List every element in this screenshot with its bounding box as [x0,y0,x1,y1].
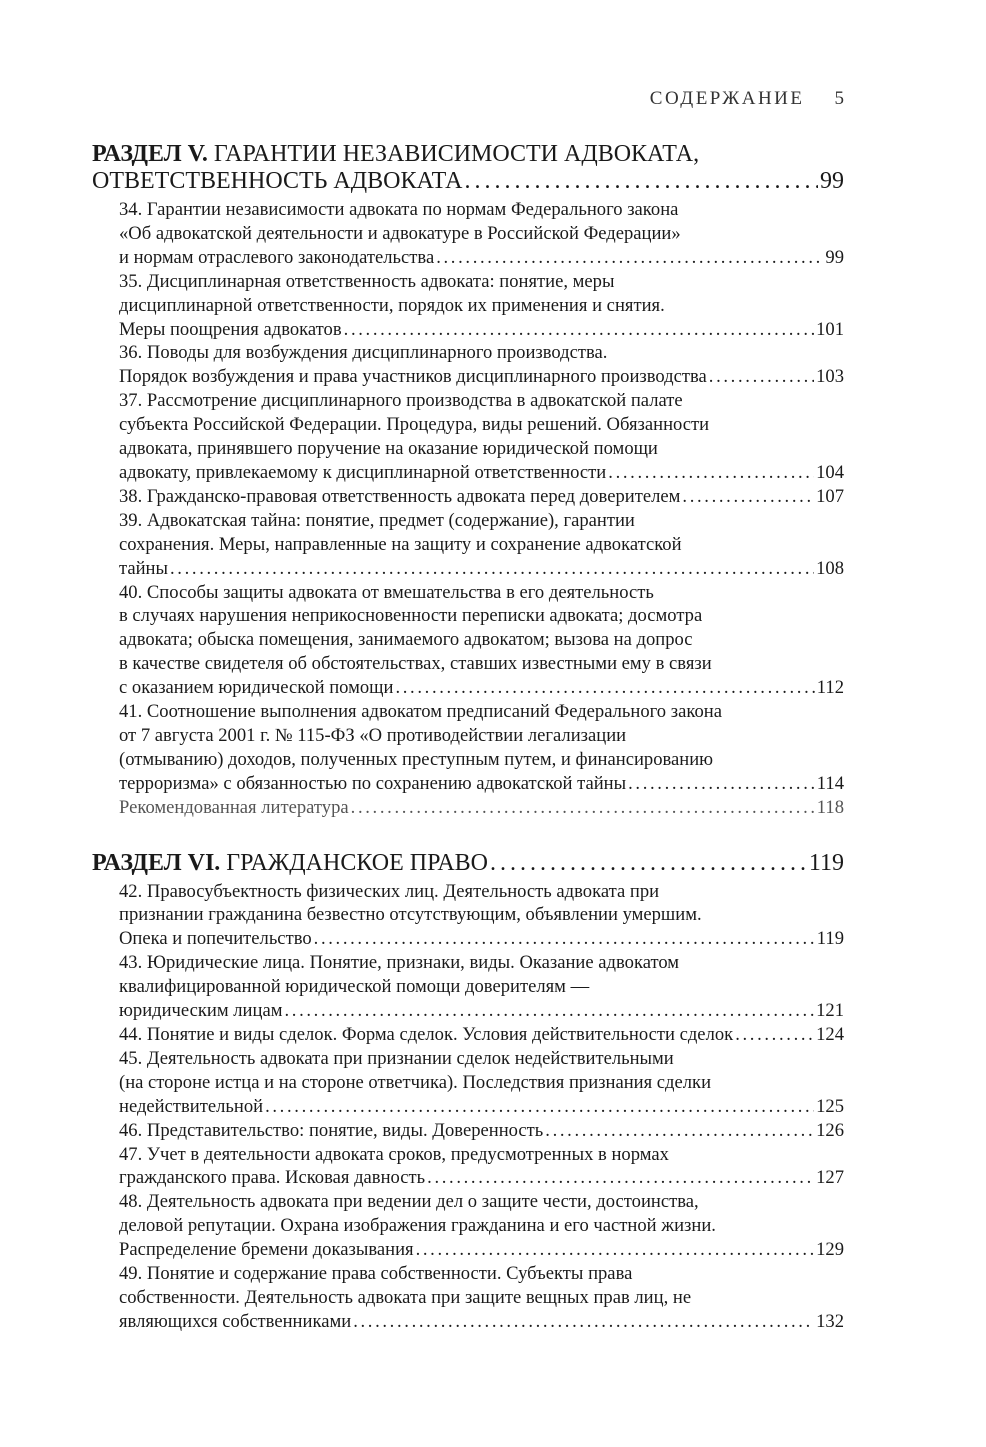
toc-entry[interactable] [92,880,844,952]
toc-entry[interactable] [92,389,844,485]
dot-leader [735,1023,814,1047]
toc-entry[interactable] [92,951,844,1023]
entry-page-number: 124 [816,1024,844,1045]
entry-line: адвокату, привлекаемому к дисциплинарной ответственности [119,461,607,483]
entry-line: от 7 августа 2001 г. № 115-ФЗ «О противодействии легализации [119,724,627,746]
entry-line: «Об адвокатской деятельности и адвокатуре в Российской Федерации» [119,222,681,244]
entry-line: деловой репутации. Охрана изображения гражданина и его частной жизни. [119,1215,716,1237]
entry-line: тайны [119,557,168,579]
entry-line: 42. Правосубъектность физических лиц. Деятельность адвоката при [119,880,660,902]
dot-leader [464,168,818,195]
entry-line: 43. Юридические лица. Понятие, признаки, виды. Оказание адвокатом [119,952,680,974]
entry-line: 39. Адвокатская тайна: понятие, предмет (содержание), гарантии [119,509,635,531]
entry-line: 34. Гарантии независимости адвоката по нормам Федерального закона [119,199,679,220]
entry-line: признании гражданина безвестно отсутствующим, объявлении умершим. [119,904,702,926]
dot-leader [416,1238,815,1262]
dot-leader [436,246,823,270]
toc-entry[interactable] [92,1119,844,1143]
dot-leader [284,999,814,1023]
entry-line: Опека и попечительство [119,928,312,950]
running-title: СОДЕРЖАНИЕ [649,88,805,109]
entry-page-number: 112 [816,677,844,699]
entry-page-number: 104 [816,461,844,483]
section-page-number: 119 [808,849,844,876]
entry-line: юридическим лицам [119,1000,283,1022]
table-of-contents [92,141,844,1364]
toc-entry[interactable] [92,1143,844,1191]
entry-page-number: 103 [816,366,844,388]
entry-line: в качестве свидетеля об обстоятельствах, ставших известными ему в связи [119,653,712,675]
entry-line: 45. Деятельность адвоката при признании сделок недействительными [119,1047,674,1069]
entry-line: сохранения. Меры, направленные на защиту и сохранение адвокатской [119,533,682,555]
dot-leader [628,772,815,796]
section-title-text: ОТВЕТСТВЕННОСТЬ АДВОКАТА [92,168,463,194]
dot-leader [490,850,807,877]
toc-entry[interactable] [92,1262,844,1334]
entry-line: и нормам отраслевого законодательства [119,246,435,268]
entry-page-number: 107 [816,485,844,507]
entry-page-number: 108 [816,557,844,579]
entry-line: дисциплинарной ответственности, порядок их применения и снятия. [119,294,665,316]
dot-leader [395,676,814,700]
section-page-number: 99 [820,168,844,194]
dot-leader [545,1119,814,1143]
entry-line: 35. Дисциплинарная ответственность адвоката: понятие, меры [119,270,615,292]
entry-line: недействительной [119,1095,264,1117]
section-title-text: ГАРАНТИИ НЕЗАВИСИМОСТИ АДВОКАТА, [207,141,700,167]
entry-line: терроризма» с обязанностью по сохранению адвокатской тайны [119,772,627,794]
entry-line: 48. Деятельность адвоката при ведении дел о защите чести, достоинства, [119,1191,699,1213]
toc-entry[interactable] [92,198,844,270]
entry-line: 41. Соотношение выполнения адвокатом предписаний Федерального закона [119,701,722,723]
dot-leader [709,365,814,389]
toc-entry[interactable] [92,581,844,701]
entry-line: 36. Поводы для возбуждения дисциплинарного производства. [119,342,608,364]
entry-page-number: 101 [816,318,844,340]
section-number: РАЗДЕЛ VI. [92,849,221,876]
toc-entry[interactable] [92,509,844,581]
entry-page-number: 126 [816,1119,844,1141]
dot-leader [427,1166,814,1190]
toc-entry[interactable] [92,1190,844,1262]
section-title [92,850,844,877]
section-number: РАЗДЕЛ V. [92,141,208,167]
entry-line: 37. Рассмотрение дисциплинарного производства в адвокатской палате [119,390,683,412]
entry-line: адвоката, принявшего поручение на оказание юридической помощи [119,438,658,460]
dot-leader [265,1095,814,1119]
entry-line: являющихся собственниками [119,1310,352,1332]
entry-line: субъекта Российской Федерации. Процедура, виды решений. Обязанности [119,414,710,436]
entry-line: Распределение бремени доказывания [119,1239,414,1261]
toc-entry[interactable] [92,1023,844,1047]
entry-line: 38. Гражданско-правовая ответственность адвоката перед доверителем [119,485,681,507]
dot-leader [353,1310,814,1334]
entry-page-number: 118 [816,796,844,818]
toc-entry[interactable] [92,1047,844,1119]
dot-leader [344,318,814,342]
entry-line: в случаях нарушения неприкосновенности переписки адвоката; досмотра [119,605,703,627]
entry-page-number: 119 [816,928,844,950]
dot-leader [608,461,814,485]
entry-page-number: 121 [816,1000,844,1022]
section-title-text: ГРАЖДАНСКОЕ ПРАВО [226,849,489,876]
entry-line: с оказанием юридической помощи [119,677,394,699]
entry-page-number: 99 [825,246,844,268]
entry-page-number: 125 [816,1095,844,1117]
entry-line: 40. Способы защиты адвоката от вмешательства в его деятельность [119,581,654,603]
dot-leader [682,485,814,509]
dot-leader [314,927,815,951]
section-title [92,141,844,195]
running-header [650,88,844,110]
entry-line: 49. Понятие и содержание права собственности. Субъекты права [119,1263,633,1285]
entry-line: гражданского права. Исковая давность [119,1167,426,1189]
toc-entry[interactable] [92,341,844,389]
entry-line: 47. Учет в деятельности адвоката сроков, предусмотренных в нормах [119,1143,669,1165]
entry-line: (на стороне истца и на стороне ответчика). Последствия признания сделки [119,1071,712,1093]
toc-entry[interactable] [92,700,844,796]
entry-line: 46. Представительство: понятие, виды. Доверенность [119,1119,544,1141]
toc-entry[interactable] [92,485,844,509]
entry-line: (отмыванию) доходов, полученных преступным путем, и финансированию [119,748,714,770]
page-number: 5 [834,88,844,109]
dot-leader [170,557,814,581]
entry-line: 44. Понятие и виды сделок. Форма сделок. Условия действительности сделок [119,1024,734,1045]
entry-page-number: 127 [816,1167,844,1189]
entry-page-number: 114 [816,772,844,794]
toc-section [92,850,844,1334]
toc-section [92,141,844,820]
entry-page-number: 132 [816,1310,844,1332]
entry-line: собственности. Деятельность адвоката при защите вещных прав лиц, не [119,1286,692,1308]
literature-entry[interactable] [92,796,844,820]
entry-line: адвоката; обыска помещения, занимаемого адвокатом; вызова на допрос [119,629,693,651]
entry-page-number: 129 [816,1239,844,1261]
dot-leader [351,796,815,820]
entry-line: Рекомендованная литература [119,796,349,818]
entry-line: квалифицированной юридической помощи доверителям — [119,976,590,998]
entry-line: Меры поощрения адвокатов [119,318,342,340]
entry-line: Порядок возбуждения и права участников дисциплинарного производства [119,366,707,388]
toc-entry[interactable] [92,270,844,342]
